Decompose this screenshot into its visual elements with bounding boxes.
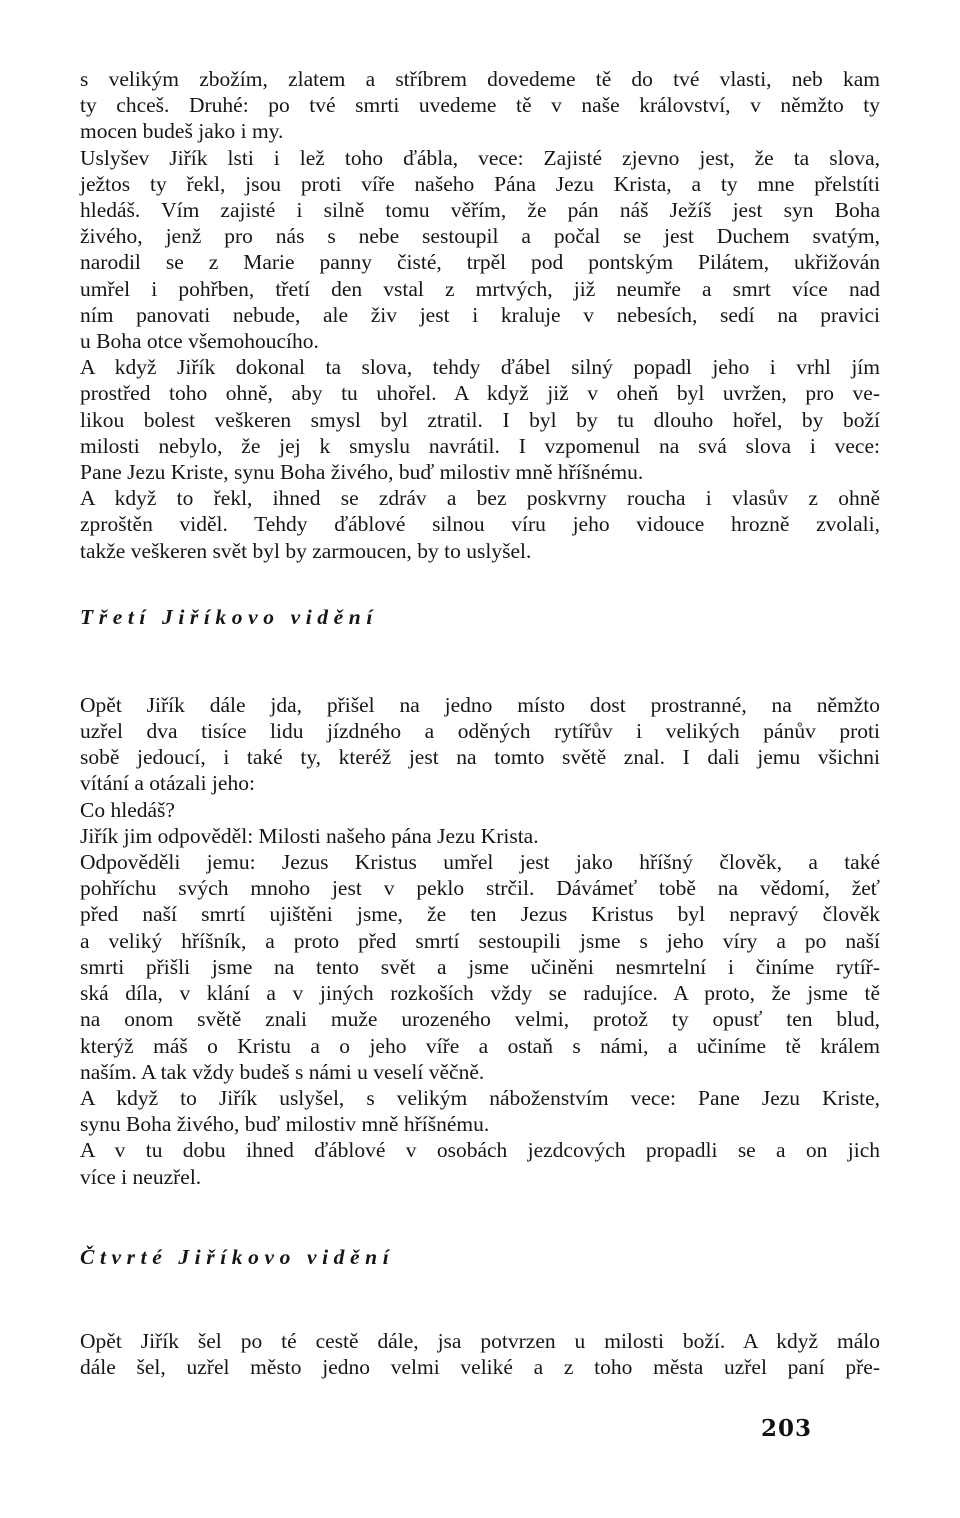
section-spacer [80,1270,880,1328]
text-line: Co hledáš? [80,797,175,822]
text-line: Pane Jezu Kriste, synu Boha živého, buď milostiv mně hříšnému. [80,460,644,485]
text-line: Opět Jiřík dále jda, přišel na jedno místo dost prostranné, na němžto [80,692,880,717]
text-line: ská díla, v klání a v jiných rozkoších vždy se radujíce. A proto, že jsme tě [80,981,880,1006]
text-line: A když to Jiřík uslyšel, s velikým náboženstvím vece: Pane Jezu Kriste, [80,1085,880,1110]
text-line: milosti nebylo, že jej k smyslu navrátil. I vzpomenul na svá slova i vece: [80,433,880,458]
text-line: naším. A tak vždy budeš s námi u veselí věčně. [80,1059,485,1084]
text-line: a veliký hříšník, a proto před smrtí sestoupili jsme s jeho víry a po naší [80,928,880,953]
paragraph [80,1328,880,1380]
text-line: ježtos ty řekl, jsou proti víře našeho Pána Jezu Krista, a ty mne přelstíti [80,171,880,196]
text-line: likou bolest veškeren smysl byl ztratil. I byl by tu dlouho hořel, by boží [80,407,880,432]
text-line: takže veškeren svět byl by zarmoucen, by to uslyšel. [80,538,532,563]
text-line: hledáš. Vím zajisté i silně tomu věřím, že pán náš Ježíš jest syn Boha [80,198,880,223]
paragraph [80,797,880,823]
text-line: synu Boha živého, buď milostiv mně hříšnému. [80,1112,490,1137]
paragraph [80,823,880,849]
text-line: A když Jiřík dokonal ta slova, tehdy ďábel silný popadl jeho i vrhl jím [80,355,880,380]
page-number: 203 [761,1415,813,1442]
text-line: uzřel dva tisíce lidu jízdného a oděných rytířův i velikých pánův proti [80,719,880,744]
text-line: dále šel, uzřel město jedno velmi veliké a z toho města uzřel paní pře- [80,1354,880,1379]
section-spacer [80,630,880,692]
paragraph [80,1137,880,1189]
text-line: před naší smrtí ujištěni jsme, že ten Jezus Kristus byl nepravý člověk [80,902,880,927]
text-line: A když to řekl, ihned se zdráv a bez poskvrny roucha i vlasův z ohně [80,486,880,511]
text-line: ty chceš. Druhé: po tvé smrti uvedeme tě v naše království, v němžto ty [80,93,880,118]
paragraph [80,1085,880,1137]
section-heading: Čtvrté Jiříkovo vidění [80,1244,395,1269]
section-heading: Třetí Jiříkovo vidění [80,604,378,629]
text-line: Jiřík jim odpověděl: Milosti našeho pána Jezu Krista. [80,823,539,848]
text-line: sobě jedoucí, i také ty, kteréž jest na tomto světě znal. I dali jemu všichni [80,745,880,770]
paragraph [80,692,880,797]
text-line: živého, jenž pro nás s nebe sestoupil a počal se jest Duchem svatým, [80,224,880,249]
text-line: A v tu dobu ihned ďáblové v osobách jezdcových propadli se a on jich [80,1138,880,1163]
text-line: pohříchu svých mnoho jest v peklo strčil. Dávámeť tobě na vědomí, žeť [80,876,880,901]
text-line: na onom světě znali muže urozeného velmi, protož ty opusť ten blud, [80,1007,880,1032]
text-line: více i neuzřel. [80,1164,202,1189]
text-line: s velikým zbožím, zlatem a stříbrem dovedeme tě do tvé vlasti, neb kam [80,67,880,91]
paragraph [80,354,880,485]
text-line: smrti přišli jsme na tento svět a jsme učiněni nesmrtelní i činíme rytíř- [80,954,880,979]
text-line: prostřed toho ohně, aby tu uhořel. A když již v oheň byl uvržen, pro ve- [80,381,880,406]
paragraph [80,849,880,1085]
text-line: ním panovati nebude, ale živ jest i kraluje v nebesích, sedí na pravici [80,302,880,327]
text-line: Opět Jiřík šel po té cestě dále, jsa potvrzen u milosti boží. A když málo [80,1328,880,1353]
text-line: Uslyšev Jiřík lsti i lež toho ďábla, vece: Zajisté zjevno jest, že ta slova, [80,145,880,170]
text-line: u Boha otce všemohoucího. [80,329,319,354]
page-body [80,66,880,1380]
text-line: kterýž máš o Kristu a o jeho víře a ostaň s námi, a učiníme tě králem [80,1033,880,1058]
text-line: narodil se z Marie panny čisté, trpěl pod pontským Pilátem, ukřižován [80,250,880,275]
text-line: Odpověděli jemu: Jezus Kristus umřel jest jako hříšný člověk, a také [80,850,880,875]
text-line: vítání a otázali jeho: [80,771,255,796]
paragraph [80,66,880,145]
text-line: zproštěn viděl. Tehdy ďáblové silnou víru jeho vidouce hrozně zvolali, [80,512,880,537]
text-line: umřel i pohřben, třetí den vstal z mrtvých, již neumře a smrt více nad [80,276,880,301]
paragraph [80,485,880,564]
paragraph [80,145,880,355]
text-line: mocen budeš jako i my. [80,119,284,144]
